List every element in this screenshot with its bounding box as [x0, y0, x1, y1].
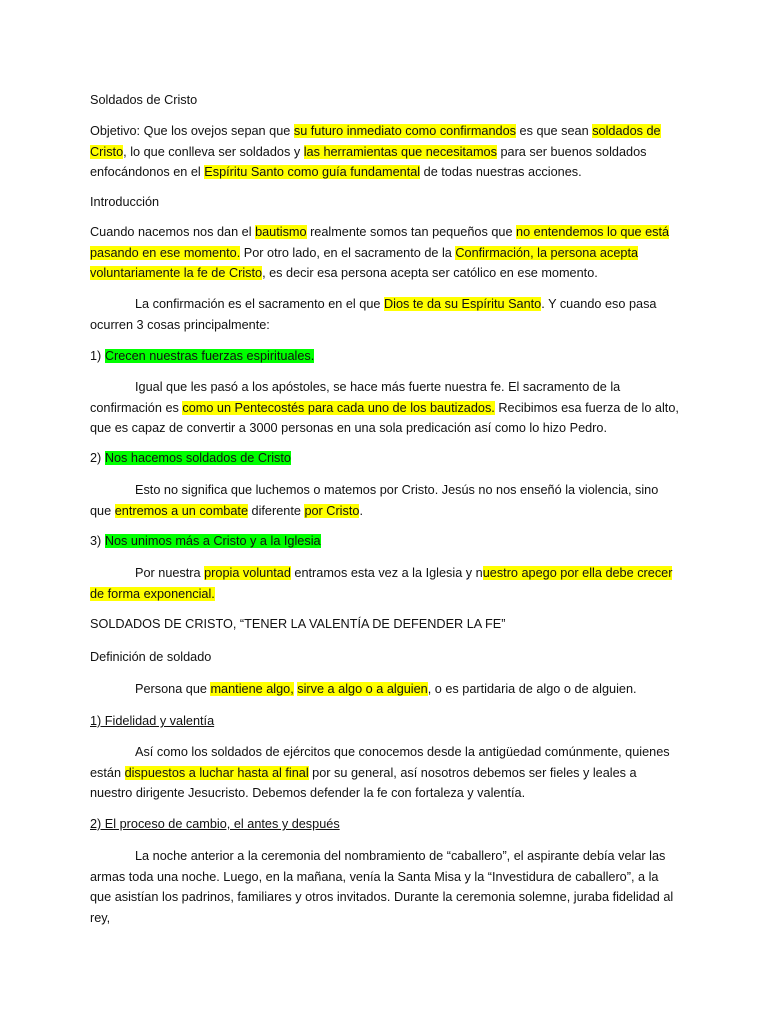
definition-heading: Definición de soldado — [90, 650, 212, 664]
green-highlight: Nos unimos más a Cristo y a la Iglesia — [104, 534, 321, 548]
highlight: uestro apego por ella debe crecer de forma exponencial. — [90, 566, 673, 601]
highlight: no entendemos lo que está pasando en ese momento. — [90, 225, 670, 260]
subheading-cambio: 2) El proceso de cambio, el antes y después — [90, 817, 340, 831]
list-item-1: 1) Crecen nuestras fuerzas espirituales. — [90, 349, 315, 363]
cambio-paragraph: La noche anterior a la ceremonia del nombramiento de “caballero”, el aspirante debía velar las armas toda una noche. Luego, en la mañana, venía la Santa Misa y la “Investidura de caballero”, a la que asistían los padrinos, familiares y otros invitados. Durante la ceremonia solemne, juraba fidelidad al rey, — [90, 849, 674, 925]
highlight: soldados de Cristo — [90, 124, 661, 159]
item2-paragraph: Esto no significa que luchemos o matemos por Cristo. Jesús no nos enseñó la violencia, sino que entremos a un combate diferente por Cristo. — [90, 483, 659, 518]
objective-paragraph: Objetivo: Que los ovejos sepan que su futuro inmediato como confirmandos es que sean soldados de Cristo, lo que conlleva ser soldados y las herramientas que necesitamos para ser buenos soldados enfocándonos en el Espíritu Santo como guía fundamental de todas nuestras acciones. — [90, 124, 661, 179]
highlight: su futuro inmediato como confirmandos — [293, 124, 516, 138]
item3-paragraph: Por nuestra propia voluntad entramos esta vez a la Iglesia y nuestro apego por ella debe crecer de forma exponencial. — [90, 566, 673, 601]
highlight: como un Pentecostés para cada uno de los bautizados. — [182, 400, 495, 415]
highlight: Dios te da su Espíritu Santo — [383, 297, 542, 311]
intro-paragraph: Cuando nacemos nos dan el bautismo realmente somos tan pequeños que no entendemos lo que está pasando en ese momento. Por otro lado, en el sacramento de la Confirmación, la persona acepta voluntariamente la fe de Cristo, es decir esa persona acepta ser católico en ese momento. — [90, 225, 670, 280]
highlight: las herramientas que necesitamos — [303, 144, 497, 159]
green-highlight: Nos hacemos soldados de Cristo — [104, 451, 291, 465]
list-item-3: 3) Nos unimos más a Cristo y a la Iglesia — [90, 534, 321, 548]
intro-heading: Introducción — [90, 195, 160, 209]
highlight: por Cristo — [304, 503, 360, 518]
item1-paragraph: Igual que les pasó a los apóstoles, se hace más fuerte nuestra fe. El sacramento de la confirmación es como un Pentecostés para cada uno de los bautizados. Recibimos esa fuerza de lo alto, que es capaz de convertir a 3000 personas en una sola predicación así como lo hizo Pedro. — [90, 380, 679, 435]
highlight: propia voluntad — [204, 566, 291, 580]
fidelidad-paragraph: Así como los soldados de ejércitos que conocemos desde la antigüedad comúnmente, quienes están dispuestos a luchar hasta al final por su general, así nosotros debemos ser fieles y leales a nuestro dirigente Jesucristo. Debemos defender la fe con fortaleza y valentía. — [90, 745, 670, 800]
highlight: entremos a un combate — [114, 503, 248, 518]
highlight: bautismo — [255, 225, 307, 239]
highlight: mantiene algo, — [210, 682, 294, 696]
highlight: sirve a algo o a alguien — [297, 682, 428, 696]
definition-paragraph: Persona que mantiene algo, sirve a algo o a alguien, o es partidaria de algo o de alguien. — [135, 682, 637, 696]
list-item-2: 2) Nos hacemos soldados de Cristo — [90, 451, 291, 465]
green-highlight: Crecen nuestras fuerzas espirituales. — [104, 349, 315, 363]
highlight: Espíritu Santo como guía fundamental — [204, 165, 421, 179]
confirmation-paragraph: La confirmación es el sacramento en el que Dios te da su Espíritu Santo. Y cuando eso pasa ocurren 3 cosas principalmente: — [90, 297, 657, 332]
highlight: dispuestos a luchar hasta al final — [124, 765, 309, 780]
document-title: Soldados de Cristo — [90, 93, 198, 107]
section-heading: SOLDADOS DE CRISTO, “TENER LA VALENTÍA DE DEFENDER LA FE” — [90, 617, 506, 631]
subheading-fidelidad: 1) Fidelidad y valentía — [90, 714, 215, 728]
highlight: Confirmación, la persona acepta voluntariamente la fe de Cristo — [90, 245, 639, 280]
